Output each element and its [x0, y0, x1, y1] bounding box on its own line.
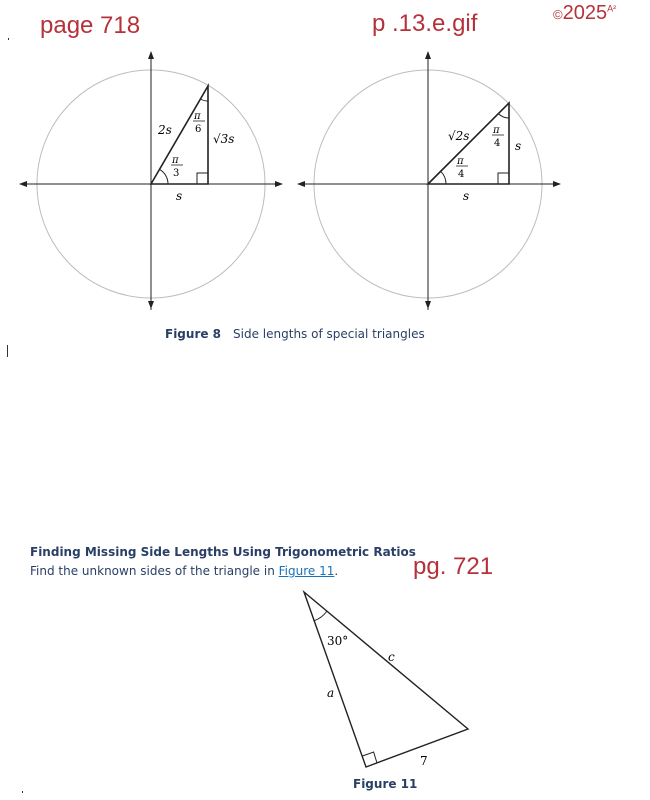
copyright-year: 2025 [562, 2, 608, 24]
vertical-side-label: √3s [213, 132, 235, 146]
margin-mark [7, 345, 8, 357]
top-angle-numerator: π [194, 111, 201, 122]
side-a-label: a [327, 686, 335, 700]
side-c-label: c [388, 650, 395, 664]
vertical-side-label: s [515, 139, 522, 153]
figure-11-link[interactable]: Figure 11 [278, 564, 335, 578]
image-filename: p .13.e.gif [372, 10, 478, 37]
base-side-label: s [176, 189, 183, 203]
base-angle-denominator: 4 [458, 169, 465, 180]
figure-11-caption [353, 777, 417, 791]
angle-arc [498, 114, 509, 118]
problem-text-after: . [334, 564, 339, 578]
problem-text-before: Find the unknown sides of the triangle in [30, 564, 275, 578]
left-unit-circle [20, 52, 282, 310]
problem-title: Finding Missing Side Lengths Using Trigonometric Ratios [30, 545, 416, 559]
base-angle-numerator: π [172, 155, 179, 166]
page-number-721: pg. 721 [413, 553, 494, 580]
figure-11-label: Figure 11 [353, 777, 418, 791]
right-triangle [304, 592, 468, 767]
figure-11-diagram [290, 585, 480, 770]
figure-8-label: Figure 8 [165, 327, 222, 341]
hypotenuse-label: 2s [158, 123, 172, 137]
problem-text [30, 564, 338, 578]
page-number-718: page 718 [40, 12, 141, 39]
hypotenuse-label: √2s [448, 129, 470, 143]
top-angle-denominator: 4 [494, 138, 501, 149]
top-angle-numerator: π [493, 125, 500, 136]
angle-arc [441, 171, 446, 184]
margin-mark [22, 791, 23, 793]
right-unit-circle [298, 52, 560, 310]
base-angle-denominator: 3 [173, 168, 180, 179]
figure-8-caption [165, 327, 425, 341]
angle-arc [160, 169, 169, 184]
base-side-label: s [463, 189, 470, 203]
base-angle-numerator: π [457, 156, 464, 167]
right-angle-marker [197, 173, 208, 184]
figure-8-caption-text: Side lengths of special triangles [233, 327, 425, 341]
right-angle-marker [498, 173, 509, 184]
top-angle-denominator: 6 [195, 124, 202, 135]
copyright-suffix: A² [607, 3, 617, 14]
copyright-symbol: © [553, 7, 563, 22]
angle-arc [201, 99, 209, 101]
copyright-notice [553, 2, 616, 25]
figure-8-diagram [0, 40, 650, 320]
side-7-label: 7 [420, 754, 428, 768]
angle-arc [314, 611, 328, 621]
angle-30-label: 30° [327, 634, 349, 648]
